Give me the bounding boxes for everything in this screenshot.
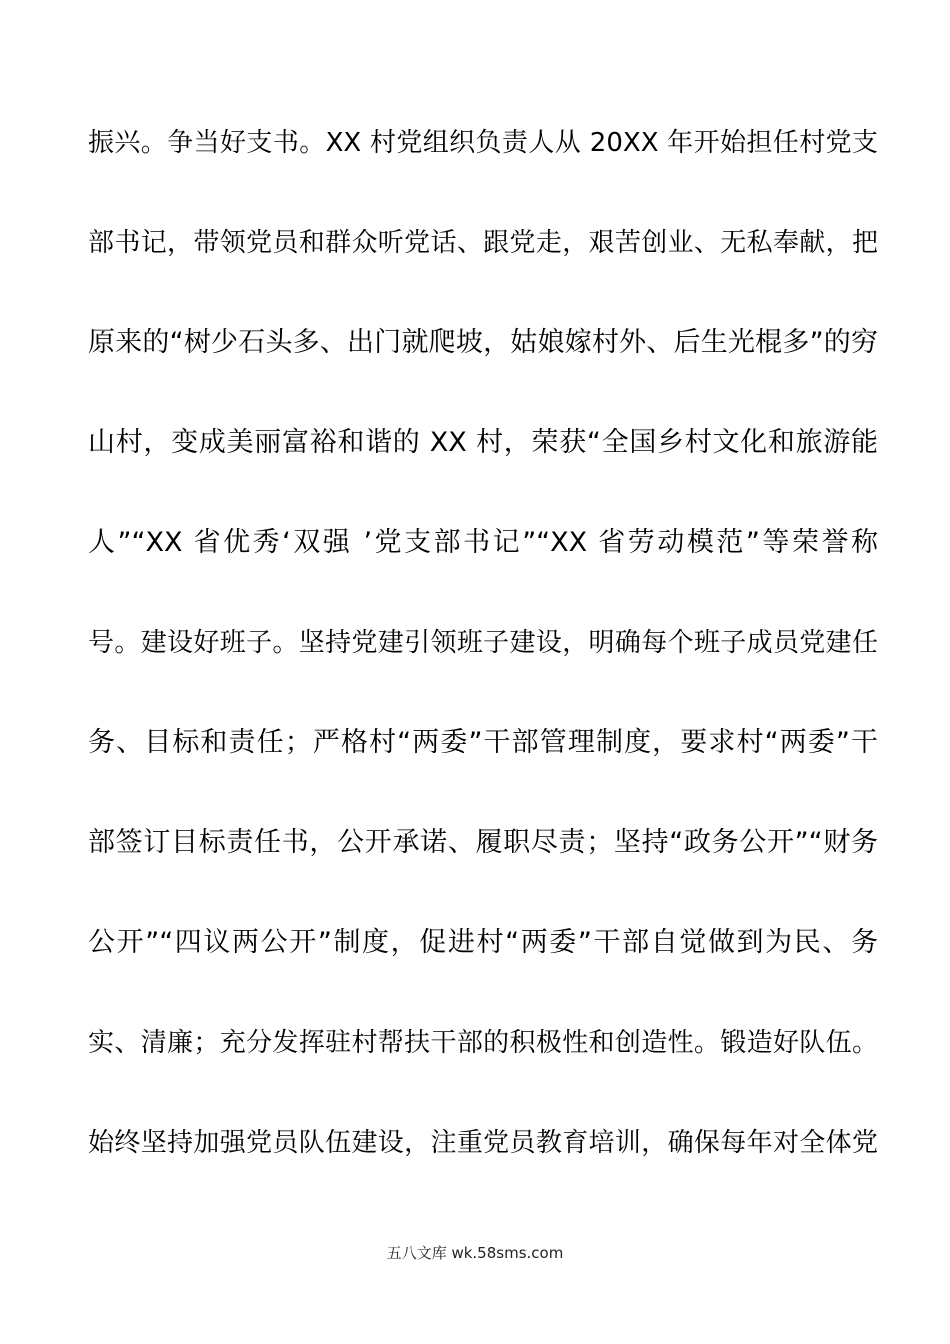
footer-watermark: 五八文库 wk.58sms.com — [386, 1244, 564, 1262]
text-line: 始终坚持加强党员队伍建设，注重党员教育培训，确保每年对全体党 — [88, 1128, 878, 1158]
text-line: 山村，变成美丽富裕和谐的 XX 村，荣获“全国乡村文化和旅游能 — [88, 427, 878, 458]
text-line: 部签订目标责任书，公开承诺、履职尽责；坚持“政务公开”“财务 — [88, 827, 878, 858]
text-line: 公开”“四议两公开”制度，促进村“两委”干部自觉做到为民、务 — [88, 927, 878, 958]
text-line: 振兴。争当好支书。XX 村党组织负责人从 20XX 年开始担任村党支 — [88, 128, 878, 158]
text-line: 原来的“树少石头多、出门就爬坡，姑娘嫁村外、后生光棍多”的穷 — [88, 327, 878, 358]
text-line: 人”“XX 省优秀‘双强 ’党支部书记”“XX 省劳动模范”等荣誉称 — [88, 527, 878, 558]
text-line: 部书记，带领党员和群众听党话、跟党走，艰苦创业、无私奉献，把 — [88, 228, 878, 258]
text-line: 实、清廉；充分发挥驻村帮扶干部的积极性和创造性。锻造好队伍。 — [88, 1028, 878, 1058]
text-line: 号。建设好班子。坚持党建引领班子建设，明确每个班子成员党建任 — [88, 628, 878, 658]
body-text — [88, 118, 878, 1218]
text-line: 务、目标和责任；严格村“两委”干部管理制度，要求村“两委”干 — [88, 727, 878, 758]
